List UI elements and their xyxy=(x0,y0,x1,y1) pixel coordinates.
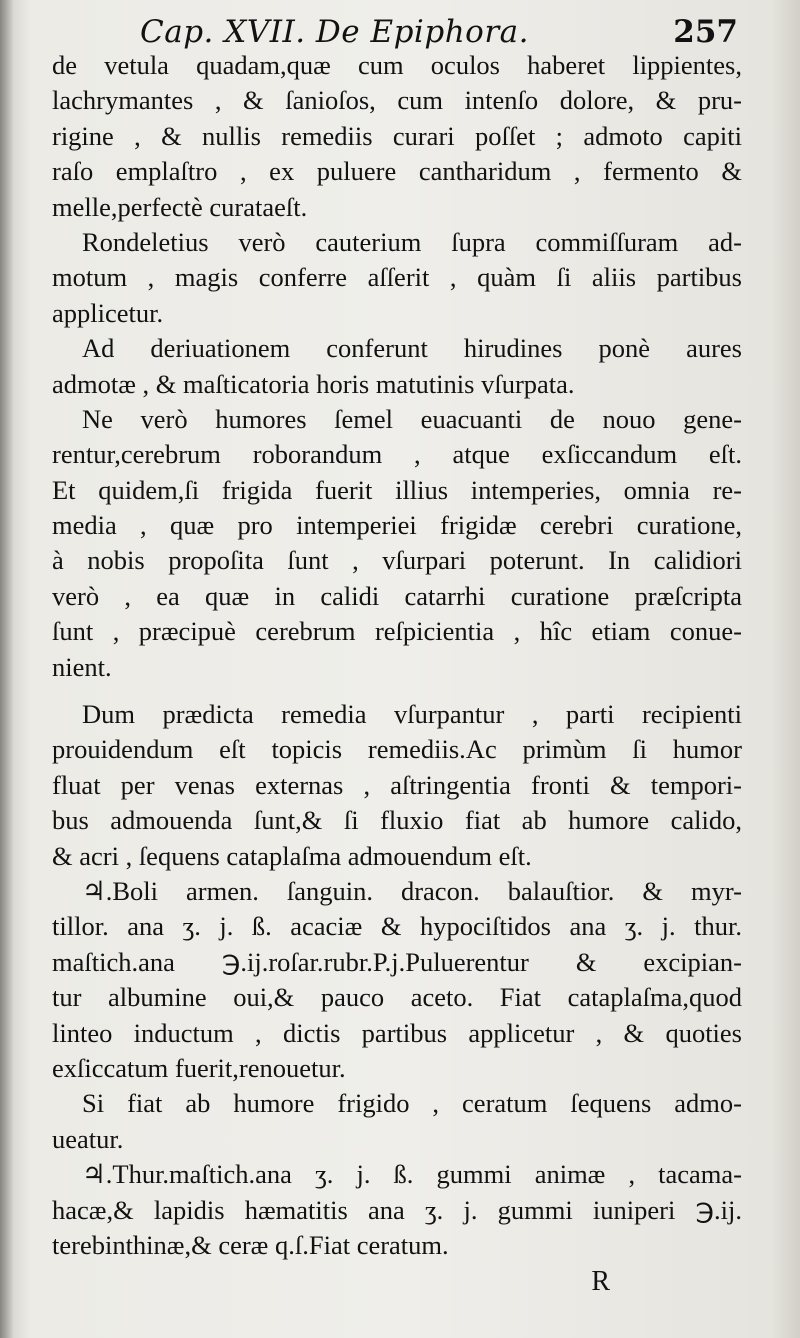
text-line: ſunt , præcipuè cerebrum reſpicientia , hîc etiam conue- xyxy=(52,616,742,647)
text-line: motum , magis conferre aſſerit , quàm ſi aliis partibus xyxy=(52,262,742,293)
text-line: Rondeletius verò cauterium ſupra commiſſuram ad- xyxy=(82,226,742,257)
body-text xyxy=(52,48,742,1263)
text-line: ♃.Thur.maſtich.ana ʒ. j. ß. gummi animæ , tacama- xyxy=(82,1159,742,1190)
page-number: 257 xyxy=(673,14,738,50)
running-title: Cap. XVII. De Epiphora. xyxy=(140,14,529,50)
text-line: ♃.Boli armen. ſanguin. dracon. balauſtior. & myr- xyxy=(82,875,742,906)
text-line: Ne verò humores ſemel euacuanti de nouo gene- xyxy=(82,403,742,434)
catchword: R xyxy=(591,1266,610,1297)
text-line: rigine , & nullis remediis curari poſſet ; admoto capiti xyxy=(52,120,742,151)
paragraph xyxy=(52,331,742,402)
text-line: linteo inductum , dictis partibus applicetur , & quoties xyxy=(52,1017,742,1048)
paragraph xyxy=(52,402,742,685)
paragraph xyxy=(52,1086,742,1157)
text-line: de vetula quadam,quæ cum oculos haberet lippientes, xyxy=(52,50,742,80)
text-line: fluat per venas externas , aſtringentia fronti & tempori- xyxy=(52,769,742,800)
text-line: verò , ea quæ in calidi catarrhi curatione præſcripta xyxy=(52,580,742,611)
text-line: melle,perfectè curataeſt. xyxy=(52,191,308,222)
text-line: admotæ , & maſticatoria horis matutinis vſurpata. xyxy=(52,368,575,399)
paragraph xyxy=(52,697,742,874)
paragraph xyxy=(52,1157,742,1263)
gutter-shadow xyxy=(0,0,14,1338)
paragraph-gap xyxy=(52,685,742,697)
paragraph xyxy=(52,874,742,1086)
text-line: Si fiat ab humore frigido , ceratum ſequens admo- xyxy=(82,1088,742,1119)
text-line: exſiccatum fuerit,renouetur. xyxy=(52,1052,346,1083)
text-line: Dum prædicta remedia vſurpantur , parti recipienti xyxy=(82,699,742,730)
text-line: terebinthinæ,& ceræ q.ſ.Fiat ceratum. xyxy=(52,1229,449,1260)
paragraph xyxy=(52,48,742,225)
text-line: ueatur. xyxy=(52,1123,124,1154)
text-line: applicetur. xyxy=(52,297,164,328)
text-line: tur albumine oui,& pauco aceto. Fiat cataplaſma,quod xyxy=(52,982,742,1013)
text-line: nient. xyxy=(52,651,112,682)
text-line: bus admouenda ſunt,& ſi fluxio fiat ab humore calido, xyxy=(52,805,742,836)
text-line: media , quæ pro intemperiei frigidæ cerebri curatione, xyxy=(52,510,742,541)
text-line: rentur,cerebrum roborandum , atque exſiccandum eſt. xyxy=(52,439,742,470)
text-line: prouidendum eſt topicis remediis.Ac primùm ſi humor xyxy=(52,734,742,765)
text-line: raſo emplaſtro , ex puluere cantharidum , fermento & xyxy=(52,156,742,187)
text-line: Et quidem,ſi frigida fuerit illius intemperies, omnia re- xyxy=(52,474,742,505)
text-line: tillor. ana ʒ. j. ß. acaciæ & hypociſtidos ana ʒ. j. thur. xyxy=(52,911,742,942)
text-line: lachrymantes , & ſanioſos, cum intenſo dolore, & pru- xyxy=(52,85,742,116)
text-line: maſtich.ana ℈.ij.roſar.rubr.P.j.Puluerentur & excipian- xyxy=(52,946,742,977)
paragraph xyxy=(52,225,742,331)
text-line: hacæ,& lapidis hæmatitis ana ʒ. j. gummi iuniperi ℈.ij. xyxy=(52,1194,742,1225)
text-line: à nobis propoſita ſunt , vſurpari poterunt. In calidiori xyxy=(52,545,742,576)
text-line: & acri , ſequens cataplaſma admouendum eſt. xyxy=(52,840,532,871)
text-line: Ad deriuationem conferunt hirudines ponè aures xyxy=(82,333,742,364)
